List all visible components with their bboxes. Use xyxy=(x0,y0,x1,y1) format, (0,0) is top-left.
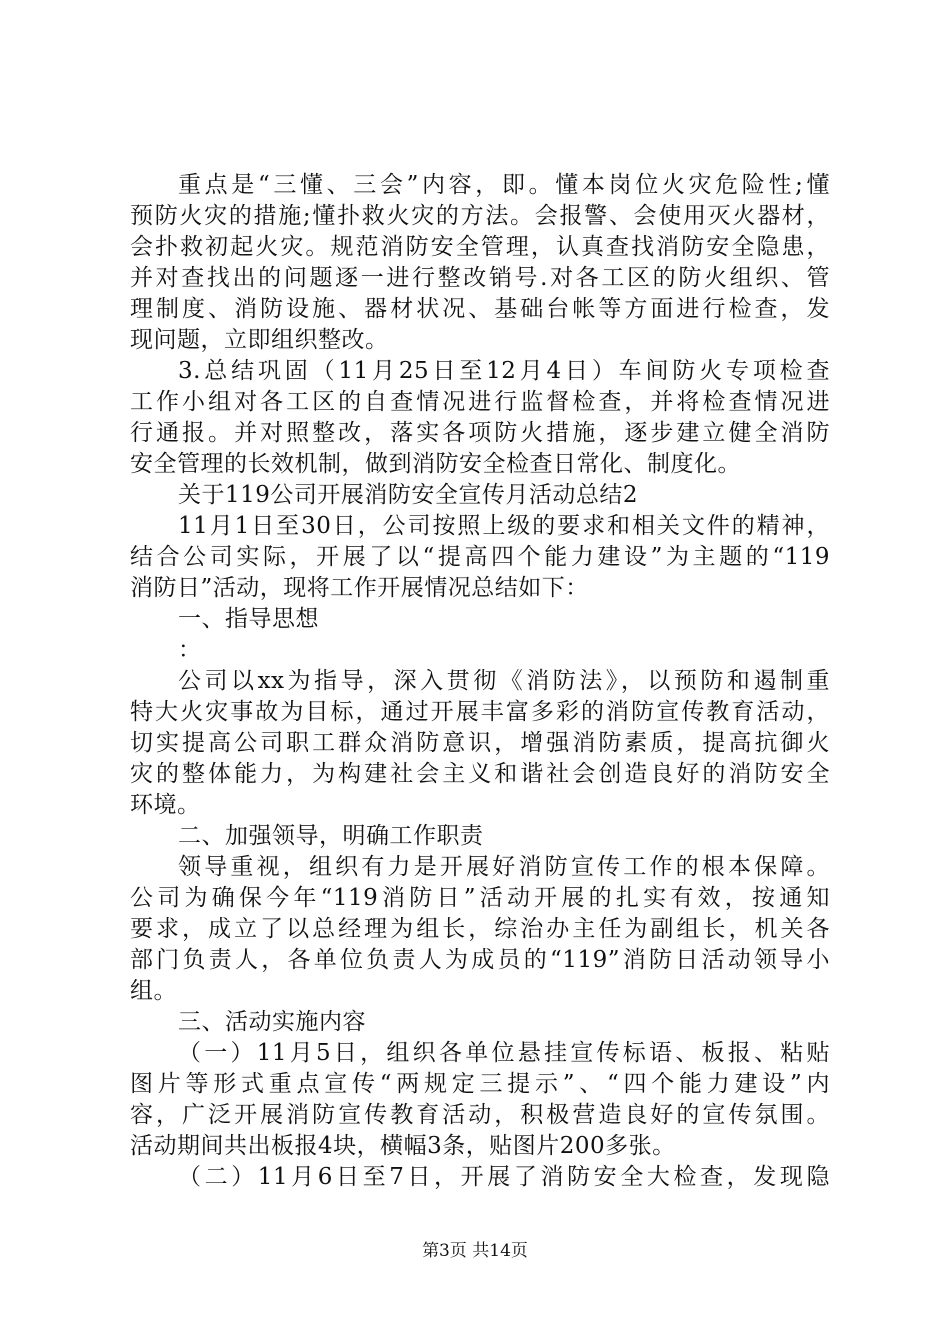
text-line: （一）11月5日，组织各单位悬挂宣传标语、板报、粘贴 xyxy=(178,1040,830,1066)
text-line: 二、加强领导，明确工作职责 xyxy=(178,823,484,849)
text-line: 现问题，立即组织整改。 xyxy=(130,327,389,353)
text-line: 消防日”活动，现将工作开展情况总结如下： xyxy=(130,575,589,601)
text-line: 部门负责人，各单位负责人为成员的“119”消防日活动领导小 xyxy=(130,947,830,973)
text-line: 一、指导思想 xyxy=(178,606,319,632)
text-line: 行通报。并对照整改，落实各项防火措施，逐步建立健全消防 xyxy=(130,420,830,446)
document-body xyxy=(130,170,830,1193)
text-line: 活动期间共出板报4块，横幅3条，贴图片200多张。 xyxy=(130,1133,676,1159)
text-line: 要求，成立了以总经理为组长，综治办主任为副组长，机关各 xyxy=(130,916,830,942)
page-footer: 第3页 共14页 xyxy=(422,1241,528,1261)
text-line: 图片等形式重点宣传“两规定三提示”、“四个能力建设”内 xyxy=(130,1071,830,1097)
text-line: 11月1日至30日，公司按照上级的要求和相关文件的精神， xyxy=(178,513,830,539)
text-line: 容，广泛开展消防宣传教育活动，积极营造良好的宣传氛围。 xyxy=(130,1102,830,1128)
text-line: 重点是“三懂、三会”内容，即。懂本岗位火灾危险性;懂 xyxy=(178,172,830,198)
text-line: 三、活动实施内容 xyxy=(178,1009,366,1035)
text-line: 公司为确保今年“119消防日”活动开展的扎实有效，按通知 xyxy=(130,885,830,911)
text-line: 切实提高公司职工群众消防意识，增强消防素质，提高抗御火 xyxy=(130,730,830,756)
text-line: 会扑救初起火灾。规范消防安全管理，认真查找消防安全隐患， xyxy=(130,234,830,260)
text-line: ： xyxy=(178,637,202,663)
text-line: 特大火灾事故为目标，通过开展丰富多彩的消防宣传教育活动， xyxy=(130,699,830,725)
text-line: 3.总结巩固（11月25日至12月4日）车间防火专项检查 xyxy=(178,358,830,384)
text-line: 公司以xx为指导，深入贯彻《消防法》，以预防和遏制重 xyxy=(178,668,830,694)
text-line: 领导重视，组织有力是开展好消防宣传工作的根本保障。 xyxy=(178,854,830,880)
text-line: 组。 xyxy=(130,978,177,1004)
text-line: 并对查找出的问题逐一进行整改销号.对各工区的防火组织、管 xyxy=(130,265,830,291)
text-line: 安全管理的长效机制，做到消防安全检查日常化、制度化。 xyxy=(130,451,741,477)
text-line: 结合公司实际，开展了以“提高四个能力建设”为主题的“119 xyxy=(130,544,830,570)
text-line: （二）11月6日至7日，开展了消防安全大检查，发现隐 xyxy=(178,1164,830,1190)
text-line: 工作小组对各工区的自查情况进行监督检查，并将检查情况进 xyxy=(130,389,830,415)
text-line: 灾的整体能力，为构建社会主义和谐社会创造良好的消防安全 xyxy=(130,761,830,787)
text-line: 关于119公司开展消防安全宣传月活动总结2 xyxy=(178,482,639,508)
text-line: 预防火灾的措施;懂扑救火灾的方法。会报警、会使用灭火器材， xyxy=(130,203,830,229)
text-line: 理制度、消防设施、器材状况、基础台帐等方面进行检查，发 xyxy=(130,296,830,322)
text-line: 环境。 xyxy=(130,792,201,818)
